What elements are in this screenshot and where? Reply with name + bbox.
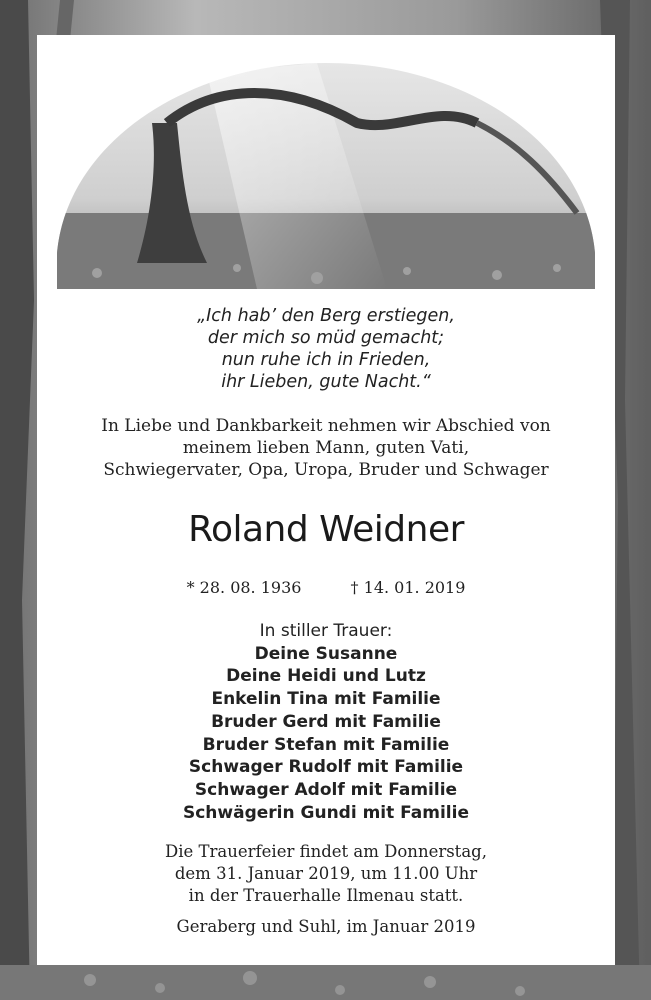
mourner-name: Schwägerin Gundi mit Familie [182, 802, 469, 823]
intro-line: meinem lieben Mann, guten Vati, [182, 438, 470, 458]
farewell-intro [37, 415, 615, 481]
mourners-list [37, 620, 615, 824]
mourner-name: Schwager Rudolf mit Familie [188, 757, 464, 778]
obituary-card [37, 35, 615, 965]
memorial-quote [37, 305, 615, 393]
place-and-date: Geraberg und Suhl, im Januar 2019 [176, 917, 476, 936]
service-line: in der Trauerhalle Ilmenau statt. [188, 886, 464, 905]
life-dates [37, 578, 615, 597]
quote-line: der mich so müd gemacht; [207, 328, 445, 348]
mourner-name: Deine Heidi und Lutz [226, 666, 426, 687]
service-line: dem 31. Januar 2019, um 11.00 Uhr [174, 864, 478, 883]
quote-line: nun ruhe ich in Frieden, [221, 350, 431, 370]
arched-tree-photo [57, 63, 595, 289]
deceased-name: Roland Weidner [188, 509, 464, 550]
birth-date: * 28. 08. 1936 [186, 578, 302, 597]
intro-line: In Liebe und Dankbarkeit nehmen wir Abschied von [101, 416, 551, 436]
quote-line: „Ich hab’ den Berg erstiegen, [197, 306, 455, 326]
mourner-name: Deine Susanne [254, 643, 398, 664]
mourners-label: In stiller Trauer: [259, 621, 393, 641]
mourner-name: Bruder Stefan mit Familie [202, 734, 450, 755]
death-date: † 14. 01. 2019 [350, 578, 466, 597]
service-line: Die Trauerfeier findet am Donnerstag, [165, 842, 487, 861]
funeral-service-info [37, 841, 615, 907]
intro-line: Schwiegervater, Opa, Uropa, Bruder und Schwager [103, 460, 549, 480]
mourner-name: Bruder Gerd mit Familie [211, 711, 441, 732]
mourner-name: Enkelin Tina mit Familie [211, 689, 441, 710]
quote-line: ihr Lieben, gute Nacht.“ [221, 372, 431, 392]
mourner-name: Schwager Adolf mit Familie [194, 779, 458, 800]
